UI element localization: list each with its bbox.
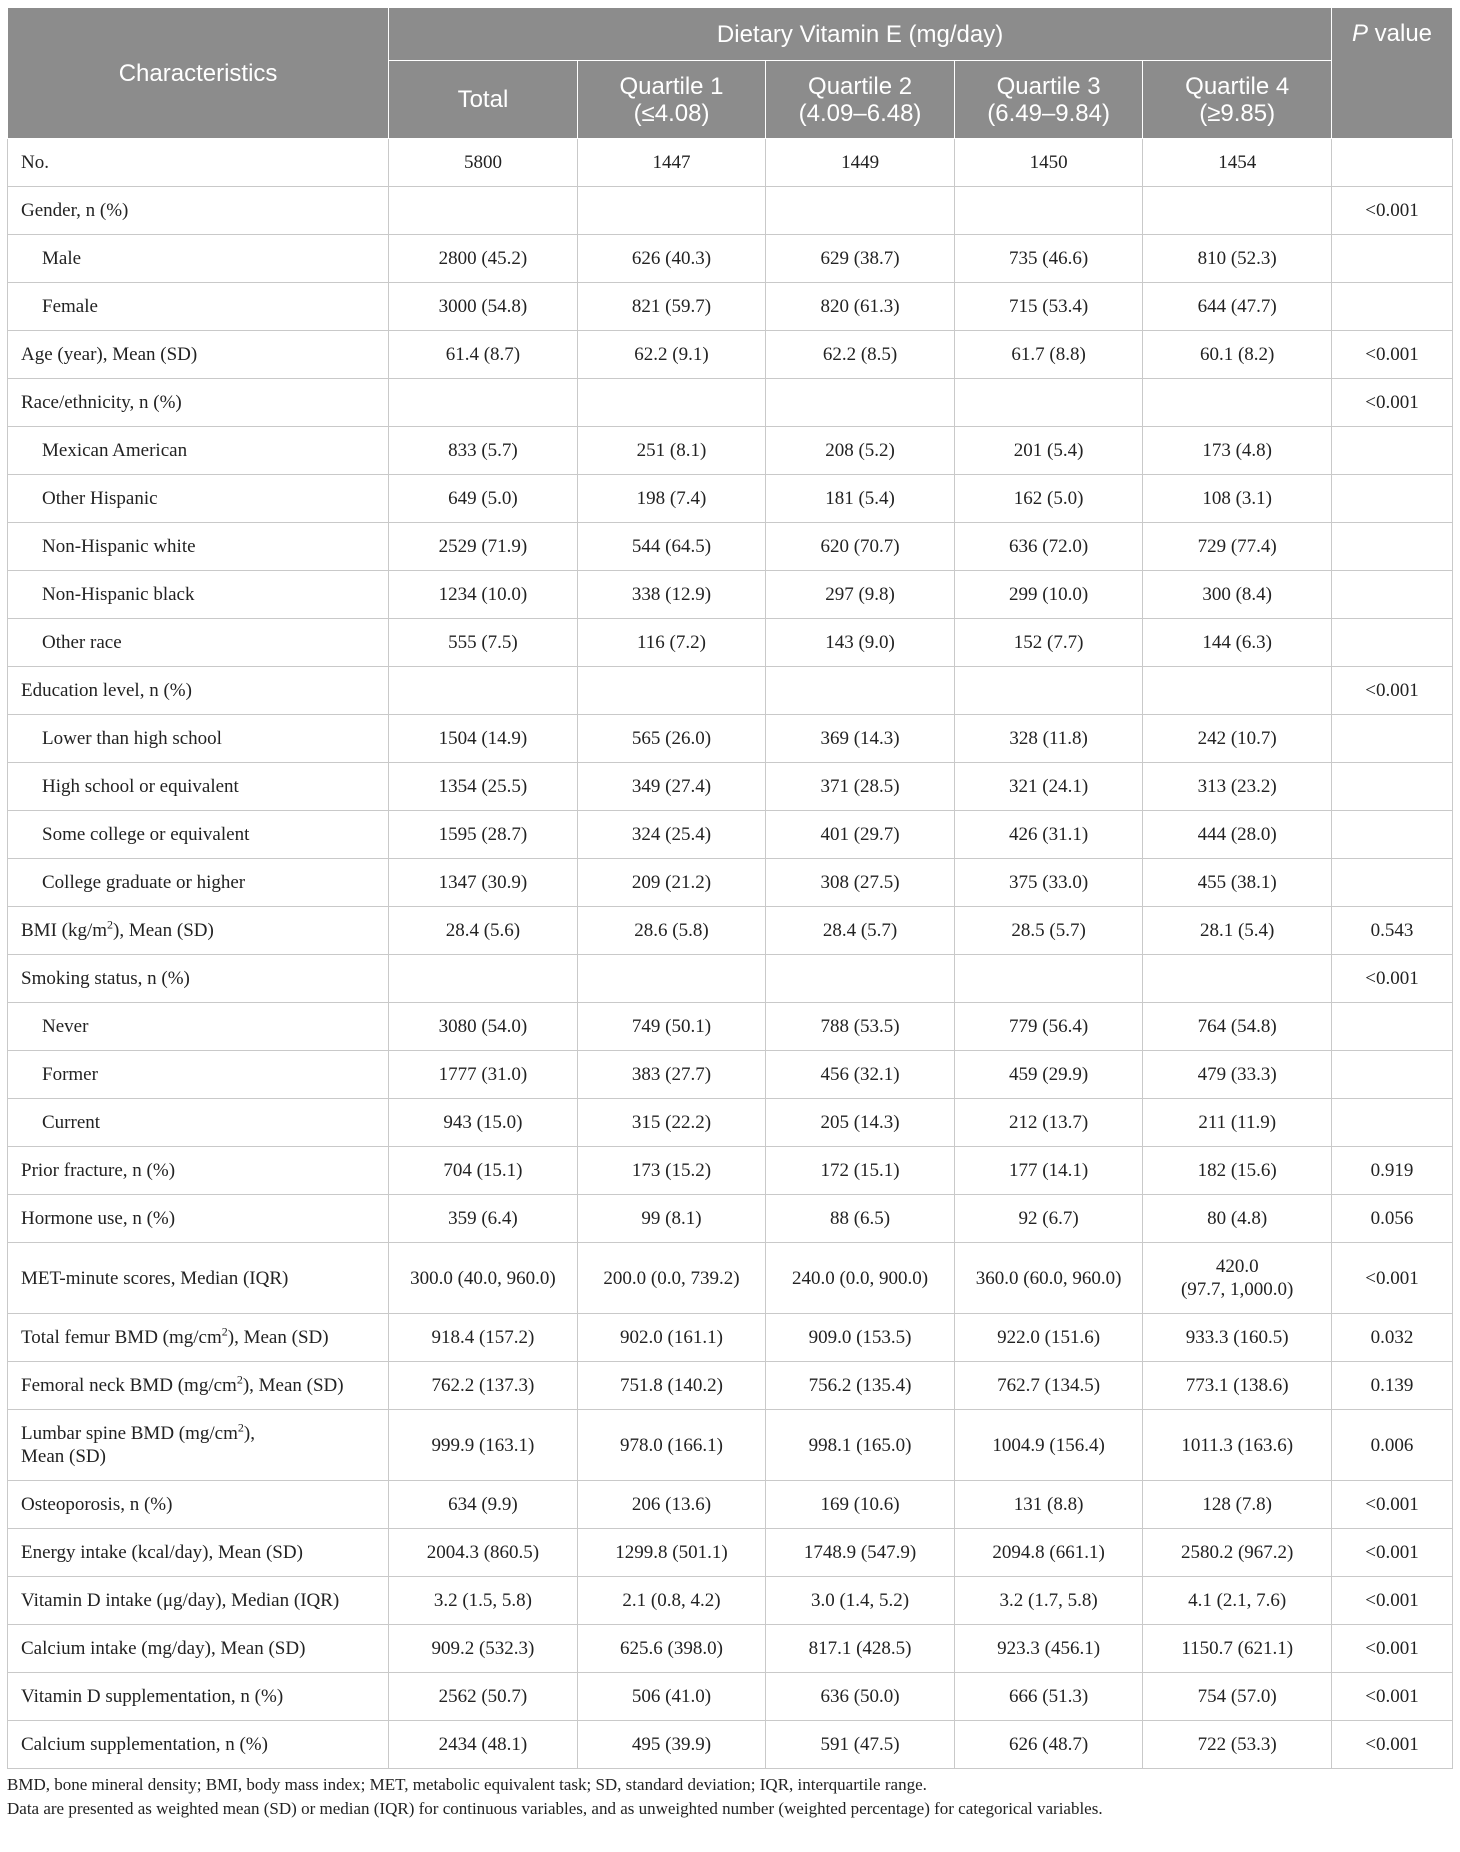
cell-quartile-1 bbox=[577, 379, 766, 427]
cell-quartile-1: 565 (26.0) bbox=[577, 715, 766, 763]
footnote-abbreviations: BMD, bone mineral density; BMI, body mass index; MET, metabolic equivalent task; SD, standard deviation; IQR, interquartile range. bbox=[7, 1775, 927, 1794]
table-row bbox=[8, 859, 1453, 907]
cell-total: 649 (5.0) bbox=[389, 475, 578, 523]
cell-p-value bbox=[1331, 523, 1452, 571]
cell-quartile-4: 144 (6.3) bbox=[1143, 619, 1332, 667]
cell-quartile-1: 116 (7.2) bbox=[577, 619, 766, 667]
cell-quartile-4: 764 (54.8) bbox=[1143, 1003, 1332, 1051]
table-row bbox=[8, 523, 1453, 571]
cell-quartile-2: 172 (15.1) bbox=[766, 1147, 955, 1195]
quartile-name: Quartile 1 bbox=[619, 72, 724, 100]
cell-total: 943 (15.0) bbox=[389, 1099, 578, 1147]
header-total: Total bbox=[389, 61, 578, 139]
row-label: Non-Hispanic white bbox=[8, 523, 389, 571]
cell-quartile-3: 2094.8 (661.1) bbox=[954, 1529, 1143, 1577]
cell-quartile-2: 371 (28.5) bbox=[766, 763, 955, 811]
cell-p-value bbox=[1331, 475, 1452, 523]
cell-quartile-1: 206 (13.6) bbox=[577, 1481, 766, 1529]
cell-quartile-2: 756.2 (135.4) bbox=[766, 1362, 955, 1410]
row-label: Lower than high school bbox=[8, 715, 389, 763]
cell-p-value: <0.001 bbox=[1331, 667, 1452, 715]
cell-p-value: 0.139 bbox=[1331, 1362, 1452, 1410]
cell-total: 1347 (30.9) bbox=[389, 859, 578, 907]
cell-quartile-4 bbox=[1143, 667, 1332, 715]
cell-quartile-4: 173 (4.8) bbox=[1143, 427, 1332, 475]
cell-quartile-4: 4.1 (2.1, 7.6) bbox=[1143, 1577, 1332, 1625]
cell-p-value bbox=[1331, 715, 1452, 763]
row-label: No. bbox=[8, 139, 389, 187]
cell-quartile-3: 328 (11.8) bbox=[954, 715, 1143, 763]
cell-quartile-4: 1454 bbox=[1143, 139, 1332, 187]
cell-quartile-3 bbox=[954, 187, 1143, 235]
header-quartile-1 bbox=[577, 61, 766, 139]
cell-quartile-2: 297 (9.8) bbox=[766, 571, 955, 619]
cell-p-value bbox=[1331, 1003, 1452, 1051]
cell-quartile-3: 666 (51.3) bbox=[954, 1673, 1143, 1721]
table-body bbox=[8, 139, 1453, 1769]
cell-quartile-1: 751.8 (140.2) bbox=[577, 1362, 766, 1410]
cell-quartile-1: 324 (25.4) bbox=[577, 811, 766, 859]
cell-p-value bbox=[1331, 1099, 1452, 1147]
table-row bbox=[8, 1577, 1453, 1625]
table-row bbox=[8, 427, 1453, 475]
header-p-value bbox=[1331, 8, 1452, 139]
cell-quartile-3 bbox=[954, 667, 1143, 715]
cell-quartile-2: 28.4 (5.7) bbox=[766, 907, 955, 955]
cell-total: 2800 (45.2) bbox=[389, 235, 578, 283]
footnote-data-presentation: Data are presented as weighted mean (SD) or median (IQR) for continuous variables, and as unweighted number (weighted percentage) for categorical variables. bbox=[7, 1799, 1103, 1818]
cell-quartile-1: 200.0 (0.0, 739.2) bbox=[577, 1243, 766, 1314]
cell-p-value bbox=[1331, 283, 1452, 331]
cell-quartile-4: 810 (52.3) bbox=[1143, 235, 1332, 283]
cell-p-value: <0.001 bbox=[1331, 331, 1452, 379]
cell-p-value: <0.001 bbox=[1331, 1673, 1452, 1721]
header-p-rest: value bbox=[1367, 20, 1433, 47]
cell-quartile-1: 28.6 (5.8) bbox=[577, 907, 766, 955]
cell-quartile-4 bbox=[1143, 379, 1332, 427]
header-p-italic: P bbox=[1351, 20, 1368, 47]
cell-total: 359 (6.4) bbox=[389, 1195, 578, 1243]
cell-total: 3000 (54.8) bbox=[389, 283, 578, 331]
cell-quartile-3 bbox=[954, 379, 1143, 427]
cell-total: 1354 (25.5) bbox=[389, 763, 578, 811]
cell-quartile-3: 636 (72.0) bbox=[954, 523, 1143, 571]
cell-quartile-3: 1450 bbox=[954, 139, 1143, 187]
row-label: Energy intake (kcal/day), Mean (SD) bbox=[8, 1529, 389, 1577]
cell-total bbox=[389, 379, 578, 427]
cell-total: 1595 (28.7) bbox=[389, 811, 578, 859]
cell-total: 2004.3 (860.5) bbox=[389, 1529, 578, 1577]
quartile-range: (≥9.85) bbox=[1199, 99, 1276, 127]
row-label: College graduate or higher bbox=[8, 859, 389, 907]
cell-quartile-3: 922.0 (151.6) bbox=[954, 1314, 1143, 1362]
cell-total: 3080 (54.0) bbox=[389, 1003, 578, 1051]
cell-quartile-2: 240.0 (0.0, 900.0) bbox=[766, 1243, 955, 1314]
cell-quartile-2: 205 (14.3) bbox=[766, 1099, 955, 1147]
cell-quartile-1: 383 (27.7) bbox=[577, 1051, 766, 1099]
cell-quartile-2 bbox=[766, 379, 955, 427]
cell-quartile-4: 729 (77.4) bbox=[1143, 523, 1332, 571]
cell-p-value: 0.032 bbox=[1331, 1314, 1452, 1362]
row-label: Calcium intake (mg/day), Mean (SD) bbox=[8, 1625, 389, 1673]
cell-quartile-4: 300 (8.4) bbox=[1143, 571, 1332, 619]
cell-quartile-1: 978.0 (166.1) bbox=[577, 1410, 766, 1481]
cell-total: 1777 (31.0) bbox=[389, 1051, 578, 1099]
row-label: BMI $(kg/m^2)$, Mean (SD) bbox=[8, 907, 389, 955]
cell-quartile-1: 99 (8.1) bbox=[577, 1195, 766, 1243]
cell-quartile-3: 779 (56.4) bbox=[954, 1003, 1143, 1051]
table-row bbox=[8, 1243, 1453, 1314]
table-row bbox=[8, 811, 1453, 859]
cell-quartile-3: 212 (13.7) bbox=[954, 1099, 1143, 1147]
cell-total: 634 (9.9) bbox=[389, 1481, 578, 1529]
header-quartile-2 bbox=[766, 61, 955, 139]
table-row bbox=[8, 571, 1453, 619]
cell-quartile-4: 444 (28.0) bbox=[1143, 811, 1332, 859]
cell-quartile-4: 455 (38.1) bbox=[1143, 859, 1332, 907]
cell-quartile-3: 626 (48.7) bbox=[954, 1721, 1143, 1769]
cell-quartile-4: 933.3 (160.5) bbox=[1143, 1314, 1332, 1362]
cell-quartile-1 bbox=[577, 187, 766, 235]
cell-quartile-2: 998.1 (165.0) bbox=[766, 1410, 955, 1481]
cell-quartile-1: 315 (22.2) bbox=[577, 1099, 766, 1147]
cell-quartile-3: 131 (8.8) bbox=[954, 1481, 1143, 1529]
cell-total: 1504 (14.9) bbox=[389, 715, 578, 763]
cell-quartile-3: 762.7 (134.5) bbox=[954, 1362, 1143, 1410]
cell-quartile-2: 169 (10.6) bbox=[766, 1481, 955, 1529]
table-row bbox=[8, 235, 1453, 283]
cell-quartile-4: 80 (4.8) bbox=[1143, 1195, 1332, 1243]
cell-quartile-1: 349 (27.4) bbox=[577, 763, 766, 811]
cell-quartile-1: 338 (12.9) bbox=[577, 571, 766, 619]
cell-total: 5800 bbox=[389, 139, 578, 187]
quartile-range: (6.49–9.84) bbox=[987, 99, 1110, 127]
cell-total: 28.4 (5.6) bbox=[389, 907, 578, 955]
cell-quartile-3: 3.2 (1.7, 5.8) bbox=[954, 1577, 1143, 1625]
cell-p-value: <0.001 bbox=[1331, 379, 1452, 427]
cell-quartile-3: 152 (7.7) bbox=[954, 619, 1143, 667]
cell-quartile-4: 128 (7.8) bbox=[1143, 1481, 1332, 1529]
row-label: Male bbox=[8, 235, 389, 283]
table-row bbox=[8, 1529, 1453, 1577]
cell-quartile-4: 479 (33.3) bbox=[1143, 1051, 1332, 1099]
cell-total: 3.2 (1.5, 5.8) bbox=[389, 1577, 578, 1625]
cell-quartile-1: 821 (59.7) bbox=[577, 283, 766, 331]
cell-quartile-3: 1004.9 (156.4) bbox=[954, 1410, 1143, 1481]
cell-quartile-4: 211 (11.9) bbox=[1143, 1099, 1332, 1147]
cell-quartile-3: 321 (24.1) bbox=[954, 763, 1143, 811]
table-row bbox=[8, 1195, 1453, 1243]
table-row bbox=[8, 1147, 1453, 1195]
cell-quartile-3: 177 (14.1) bbox=[954, 1147, 1143, 1195]
cell-p-value: 0.543 bbox=[1331, 907, 1452, 955]
table-row bbox=[8, 475, 1453, 523]
cell-quartile-1: 506 (41.0) bbox=[577, 1673, 766, 1721]
cell-p-value: <0.001 bbox=[1331, 1243, 1452, 1314]
header-quartile-3 bbox=[954, 61, 1143, 139]
table-row bbox=[8, 1051, 1453, 1099]
cell-quartile-4: 60.1 (8.2) bbox=[1143, 331, 1332, 379]
cell-quartile-2: 788 (53.5) bbox=[766, 1003, 955, 1051]
cell-quartile-1: 1299.8 (501.1) bbox=[577, 1529, 766, 1577]
cell-quartile-2: 401 (29.7) bbox=[766, 811, 955, 859]
table-row bbox=[8, 1003, 1453, 1051]
row-label: Other race bbox=[8, 619, 389, 667]
cell-quartile-4: 644 (47.7) bbox=[1143, 283, 1332, 331]
row-label: Vitamin D supplementation, n (%) bbox=[8, 1673, 389, 1721]
cell-quartile-1: 749 (50.1) bbox=[577, 1003, 766, 1051]
table-row bbox=[8, 763, 1453, 811]
header-characteristics: Characteristics bbox=[8, 8, 389, 139]
cell-total: 2562 (50.7) bbox=[389, 1673, 578, 1721]
cell-quartile-4: 2580.2 (967.2) bbox=[1143, 1529, 1332, 1577]
cell-total: 2434 (48.1) bbox=[389, 1721, 578, 1769]
cell-p-value bbox=[1331, 619, 1452, 667]
cell-total: 833 (5.7) bbox=[389, 427, 578, 475]
cell-p-value: <0.001 bbox=[1331, 1577, 1452, 1625]
table-row bbox=[8, 331, 1453, 379]
cell-p-value bbox=[1331, 571, 1452, 619]
cell-total bbox=[389, 187, 578, 235]
cell-p-value: 0.919 bbox=[1331, 1147, 1452, 1195]
cell-quartile-1: 2.1 (0.8, 4.2) bbox=[577, 1577, 766, 1625]
cell-p-value bbox=[1331, 763, 1452, 811]
cell-quartile-2: 181 (5.4) bbox=[766, 475, 955, 523]
cell-quartile-3: 201 (5.4) bbox=[954, 427, 1143, 475]
cell-p-value: <0.001 bbox=[1331, 187, 1452, 235]
table-row bbox=[8, 1673, 1453, 1721]
quartile-name: Quartile 4 bbox=[1185, 72, 1290, 100]
quartile-name: Quartile 2 bbox=[808, 72, 913, 100]
row-label: MET-minute scores, Median (IQR) bbox=[8, 1243, 389, 1314]
cell-total: 704 (15.1) bbox=[389, 1147, 578, 1195]
cell-quartile-1: 173 (15.2) bbox=[577, 1147, 766, 1195]
cell-quartile-1: 544 (64.5) bbox=[577, 523, 766, 571]
cell-quartile-3: 360.0 (60.0, 960.0) bbox=[954, 1243, 1143, 1314]
row-label: Race/ethnicity, n (%) bbox=[8, 379, 389, 427]
cell-quartile-4: 182 (15.6) bbox=[1143, 1147, 1332, 1195]
quartile-range: (4.09–6.48) bbox=[798, 99, 922, 127]
cell-quartile-1: 198 (7.4) bbox=[577, 475, 766, 523]
cell-total: 61.4 (8.7) bbox=[389, 331, 578, 379]
cell-quartile-1: 626 (40.3) bbox=[577, 235, 766, 283]
cell-quartile-4: 313 (23.2) bbox=[1143, 763, 1332, 811]
cell-quartile-2: 636 (50.0) bbox=[766, 1673, 955, 1721]
cell-quartile-3: 162 (5.0) bbox=[954, 475, 1143, 523]
cell-quartile-2: 3.0 (1.4, 5.2) bbox=[766, 1577, 955, 1625]
cell-total bbox=[389, 955, 578, 1003]
cell-quartile-4: 242 (10.7) bbox=[1143, 715, 1332, 763]
cell-quartile-1: 625.6 (398.0) bbox=[577, 1625, 766, 1673]
cell-quartile-3: 715 (53.4) bbox=[954, 283, 1143, 331]
cell-p-value bbox=[1331, 427, 1452, 475]
table-footnotes bbox=[7, 1773, 1453, 1821]
cell-quartile-3: 459 (29.9) bbox=[954, 1051, 1143, 1099]
cell-p-value: <0.001 bbox=[1331, 1721, 1452, 1769]
row-label: High school or equivalent bbox=[8, 763, 389, 811]
cell-quartile-1 bbox=[577, 955, 766, 1003]
cell-quartile-3: 61.7 (8.8) bbox=[954, 331, 1143, 379]
cell-quartile-2: 817.1 (428.5) bbox=[766, 1625, 955, 1673]
row-label: Age (year), Mean (SD) bbox=[8, 331, 389, 379]
cell-quartile-2: 629 (38.7) bbox=[766, 235, 955, 283]
cell-p-value: <0.001 bbox=[1331, 1481, 1452, 1529]
table-row bbox=[8, 1410, 1453, 1481]
cell-total: 909.2 (532.3) bbox=[389, 1625, 578, 1673]
cell-total bbox=[389, 667, 578, 715]
cell-quartile-4: 28.1 (5.4) bbox=[1143, 907, 1332, 955]
row-label: Lumbar spine BMD $(mg/cm^2)$, Mean (SD) bbox=[8, 1410, 389, 1481]
cell-p-value bbox=[1331, 859, 1452, 907]
row-label: Mexican American bbox=[8, 427, 389, 475]
cell-quartile-4 bbox=[1143, 187, 1332, 235]
row-label: Total femur BMD $(mg/cm^2)$, Mean (SD) bbox=[8, 1314, 389, 1362]
cell-quartile-2 bbox=[766, 187, 955, 235]
table-row bbox=[8, 379, 1453, 427]
quartile-range: (≤4.08) bbox=[633, 99, 710, 127]
cell-quartile-2: 88 (6.5) bbox=[766, 1195, 955, 1243]
cell-quartile-2: 208 (5.2) bbox=[766, 427, 955, 475]
cell-p-value: <0.001 bbox=[1331, 955, 1452, 1003]
cell-quartile-4: 108 (3.1) bbox=[1143, 475, 1332, 523]
cell-quartile-1: 62.2 (9.1) bbox=[577, 331, 766, 379]
row-label: Smoking status, n (%) bbox=[8, 955, 389, 1003]
cell-p-value: 0.056 bbox=[1331, 1195, 1452, 1243]
row-label: Vitamin D intake (μg/day), Median (IQR) bbox=[8, 1577, 389, 1625]
cell-quartile-2: 1449 bbox=[766, 139, 955, 187]
table-row bbox=[8, 907, 1453, 955]
cell-quartile-2: 620 (70.7) bbox=[766, 523, 955, 571]
row-label: Never bbox=[8, 1003, 389, 1051]
cell-quartile-1 bbox=[577, 667, 766, 715]
cell-total: 918.4 (157.2) bbox=[389, 1314, 578, 1362]
cell-quartile-4: 1150.7 (621.1) bbox=[1143, 1625, 1332, 1673]
cell-quartile-2: 820 (61.3) bbox=[766, 283, 955, 331]
row-label: Hormone use, n (%) bbox=[8, 1195, 389, 1243]
cell-total: 1234 (10.0) bbox=[389, 571, 578, 619]
table-row bbox=[8, 1314, 1453, 1362]
cell-p-value bbox=[1331, 235, 1452, 283]
quartile-name: Quartile 3 bbox=[996, 72, 1101, 100]
table-row bbox=[8, 667, 1453, 715]
cell-quartile-2: 369 (14.3) bbox=[766, 715, 955, 763]
cell-p-value bbox=[1331, 1051, 1452, 1099]
table-row bbox=[8, 955, 1453, 1003]
header-group: Dietary Vitamin E (mg/day) bbox=[389, 8, 1332, 61]
table-row bbox=[8, 139, 1453, 187]
characteristics-table bbox=[7, 7, 1453, 1769]
row-label: Non-Hispanic black bbox=[8, 571, 389, 619]
cell-quartile-3: 923.3 (456.1) bbox=[954, 1625, 1143, 1673]
table-header bbox=[8, 8, 1453, 139]
cell-total: 999.9 (163.1) bbox=[389, 1410, 578, 1481]
table-row bbox=[8, 715, 1453, 763]
cell-p-value: 0.006 bbox=[1331, 1410, 1452, 1481]
row-label: Prior fracture, n (%) bbox=[8, 1147, 389, 1195]
cell-quartile-1: 495 (39.9) bbox=[577, 1721, 766, 1769]
cell-quartile-3: 92 (6.7) bbox=[954, 1195, 1143, 1243]
row-label: Current bbox=[8, 1099, 389, 1147]
cell-quartile-1: 902.0 (161.1) bbox=[577, 1314, 766, 1362]
table-row bbox=[8, 1099, 1453, 1147]
row-label: Female bbox=[8, 283, 389, 331]
cell-quartile-4 bbox=[1143, 955, 1332, 1003]
table-row bbox=[8, 1481, 1453, 1529]
table-row bbox=[8, 283, 1453, 331]
table-container bbox=[7, 7, 1453, 1821]
cell-total: 300.0 (40.0, 960.0) bbox=[389, 1243, 578, 1314]
table-row bbox=[8, 1362, 1453, 1410]
cell-quartile-3: 426 (31.1) bbox=[954, 811, 1143, 859]
cell-quartile-3 bbox=[954, 955, 1143, 1003]
cell-quartile-3: 735 (46.6) bbox=[954, 235, 1143, 283]
row-label: Calcium supplementation, n (%) bbox=[8, 1721, 389, 1769]
cell-total: 762.2 (137.3) bbox=[389, 1362, 578, 1410]
cell-quartile-2 bbox=[766, 955, 955, 1003]
table-row bbox=[8, 187, 1453, 235]
cell-quartile-2: 909.0 (153.5) bbox=[766, 1314, 955, 1362]
cell-p-value: <0.001 bbox=[1331, 1529, 1452, 1577]
cell-quartile-2: 143 (9.0) bbox=[766, 619, 955, 667]
cell-quartile-2: 591 (47.5) bbox=[766, 1721, 955, 1769]
header-quartile-4 bbox=[1143, 61, 1332, 139]
cell-quartile-1: 251 (8.1) bbox=[577, 427, 766, 475]
cell-quartile-4: 1011.3 (163.6) bbox=[1143, 1410, 1332, 1481]
cell-quartile-2: 308 (27.5) bbox=[766, 859, 955, 907]
cell-p-value bbox=[1331, 811, 1452, 859]
row-label: Osteoporosis, n (%) bbox=[8, 1481, 389, 1529]
table-row bbox=[8, 619, 1453, 667]
cell-quartile-3: 375 (33.0) bbox=[954, 859, 1143, 907]
cell-quartile-4: 754 (57.0) bbox=[1143, 1673, 1332, 1721]
row-label: Gender, n (%) bbox=[8, 187, 389, 235]
row-label: Femoral neck BMD $(mg/cm^2)$, Mean (SD) bbox=[8, 1362, 389, 1410]
cell-quartile-3: 28.5 (5.7) bbox=[954, 907, 1143, 955]
cell-quartile-2: 456 (32.1) bbox=[766, 1051, 955, 1099]
cell-quartile-2: 62.2 (8.5) bbox=[766, 331, 955, 379]
row-label: Other Hispanic bbox=[8, 475, 389, 523]
cell-quartile-1: 1447 bbox=[577, 139, 766, 187]
table-row bbox=[8, 1721, 1453, 1769]
cell-quartile-4: 773.1 (138.6) bbox=[1143, 1362, 1332, 1410]
cell-total: 555 (7.5) bbox=[389, 619, 578, 667]
cell-quartile-1: 209 (21.2) bbox=[577, 859, 766, 907]
cell-quartile-4: 420.0 (97.7, 1,000.0) bbox=[1143, 1243, 1332, 1314]
table-row bbox=[8, 1625, 1453, 1673]
cell-quartile-4: 722 (53.3) bbox=[1143, 1721, 1332, 1769]
cell-quartile-2 bbox=[766, 667, 955, 715]
cell-quartile-2: 1748.9 (547.9) bbox=[766, 1529, 955, 1577]
row-label: Former bbox=[8, 1051, 389, 1099]
row-label: Education level, n (%) bbox=[8, 667, 389, 715]
cell-total: 2529 (71.9) bbox=[389, 523, 578, 571]
cell-p-value bbox=[1331, 139, 1452, 187]
cell-p-value: <0.001 bbox=[1331, 1625, 1452, 1673]
row-label: Some college or equivalent bbox=[8, 811, 389, 859]
cell-quartile-3: 299 (10.0) bbox=[954, 571, 1143, 619]
